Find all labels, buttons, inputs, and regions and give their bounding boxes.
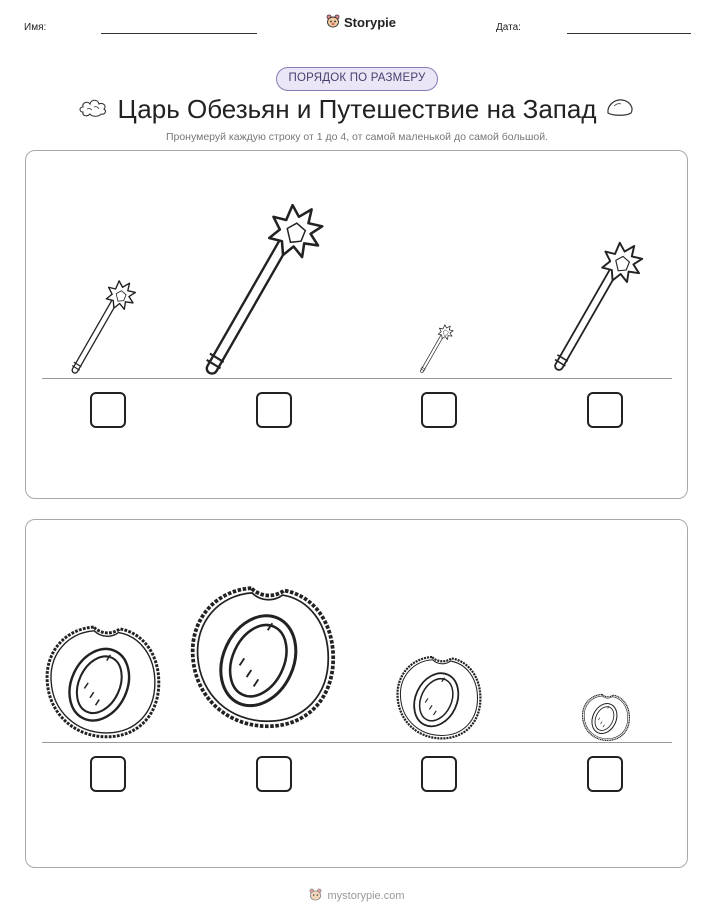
answer-box-peach-2[interactable] — [256, 756, 292, 792]
date-label: Дата: — [496, 22, 521, 33]
peach-4 — [583, 694, 630, 740]
answer-box-peach-1[interactable] — [90, 756, 126, 792]
footer-url[interactable]: mystorypie.com — [327, 889, 405, 902]
brand-name: Storypie — [344, 14, 397, 30]
answer-box-peach-3[interactable] — [421, 756, 457, 792]
instructions: Пронумеруй каждую строку от 1 до 4, от самой маленькой до самой большой. — [165, 131, 549, 143]
peach-3 — [398, 657, 481, 738]
page-title: Царь Обезьян и Путешествие на Запад — [117, 94, 597, 124]
peach-1 — [47, 627, 159, 737]
footer — [0, 888, 714, 903]
answer-box-peach-4[interactable] — [587, 756, 623, 792]
name-label: Имя: — [24, 22, 47, 33]
worksheet-type-badge: ПОРЯДОК ПО РАЗМЕРУ — [276, 67, 438, 91]
storypie-logo-icon — [309, 888, 322, 903]
peach-2 — [193, 588, 334, 726]
